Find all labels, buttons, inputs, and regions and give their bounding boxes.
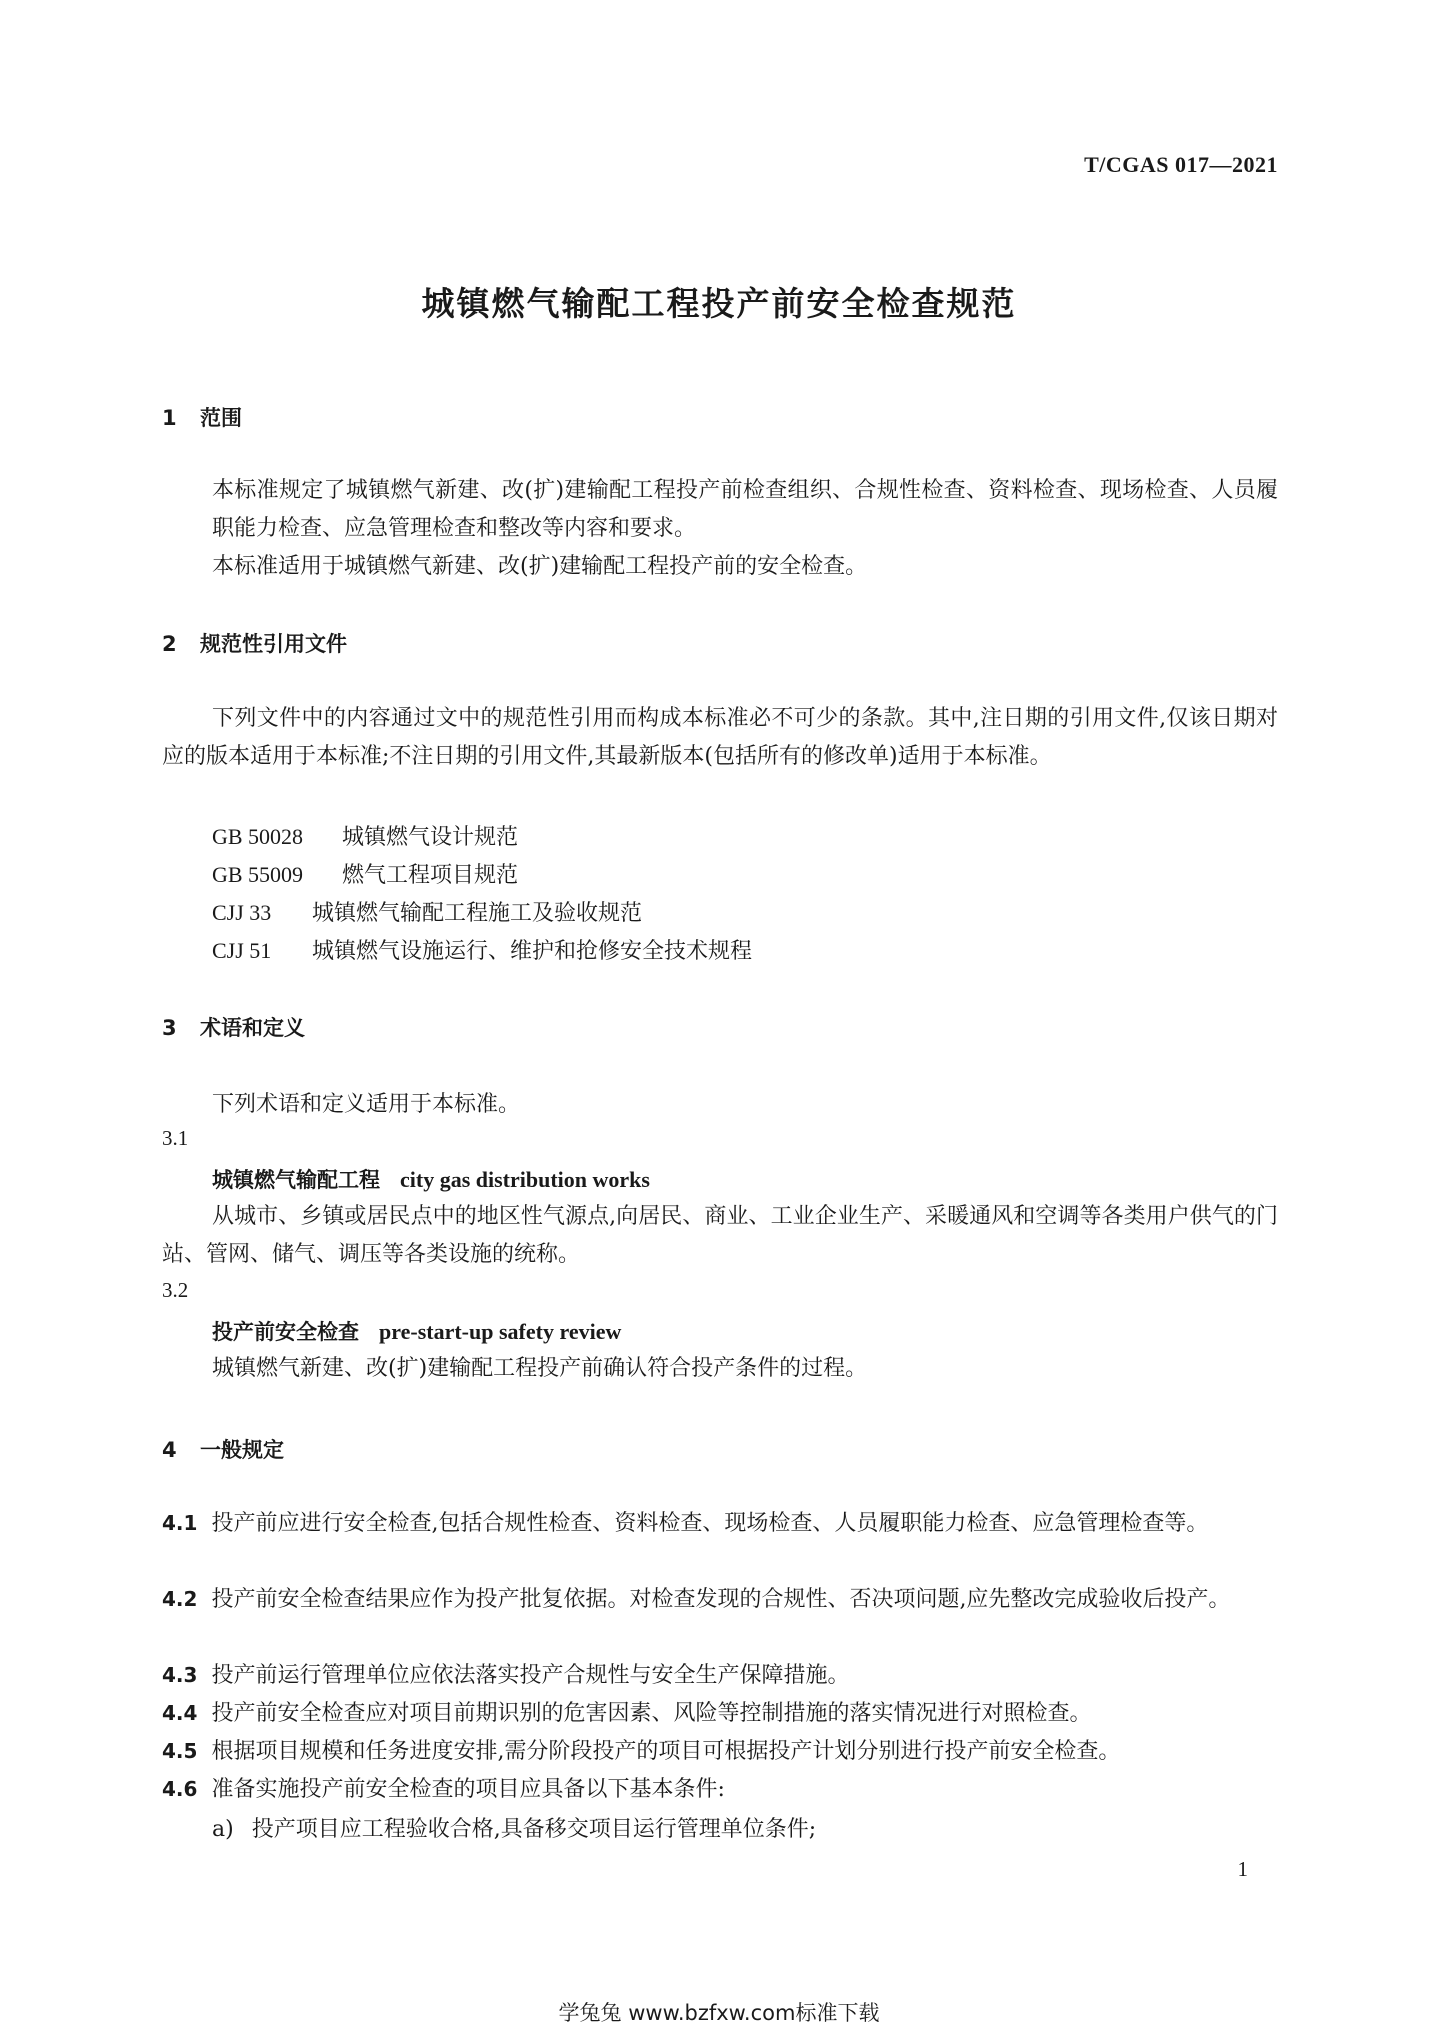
reference-code: GB 55009 [212, 862, 304, 887]
reference-item [212, 858, 518, 889]
para-text: 本标准规定了城镇燃气新建、改(扩)建输配工程投产前检查组织、合规性检查、资料检查、现场检查、人员履职能力检查、应急管理检查和整改等内容和要求。 [212, 478, 1278, 541]
reference-item [212, 820, 518, 851]
clause-text: 投产前运行管理单位应依法落实投产合规性与安全生产保障措施。 [211, 1663, 850, 1688]
section-number: 2 [162, 632, 177, 656]
clause [162, 1580, 1278, 1619]
document-title: 城镇燃气输配工程投产前安全检查规范 [421, 284, 1017, 323]
list-item [212, 1812, 816, 1843]
term-name [212, 1316, 621, 1346]
section-title: 规范性引用文件 [200, 632, 347, 656]
term-name-cn: 城镇燃气输配工程 [212, 1168, 380, 1192]
clause [162, 1504, 1278, 1543]
section-number: 3 [162, 1016, 177, 1040]
clause-number: 4.2 [162, 1587, 198, 1611]
clause-text: 准备实施投产前安全检查的项目应具备以下基本条件: [211, 1777, 725, 1802]
term-definition: 从城市、乡镇或居民点中的地区性气源点,向居民、商业、工业企业生产、采暖通风和空调等各类用户供气的门站、管网、储气、调压等各类设施的统称。 [162, 1204, 1278, 1267]
reference-title: 城镇燃气设施运行、维护和抢修安全技术规程 [312, 939, 753, 964]
section-2-heading [162, 628, 347, 658]
term-name-en: pre-start-up safety review [379, 1319, 622, 1344]
clause-number: 4.5 [162, 1739, 198, 1763]
clause-number: 4.4 [162, 1701, 198, 1725]
term-name-cn: 投产前安全检查 [212, 1320, 359, 1344]
clause-number: 4.1 [162, 1511, 198, 1535]
clause-text: 投产前安全检查结果应作为投产批复依据。对检查发现的合规性、否决项问题,应先整改完成验收后投产。 [211, 1587, 1231, 1612]
reference-title: 燃气工程项目规范 [342, 863, 519, 888]
section-title: 范围 [200, 406, 242, 430]
section-number: 4 [162, 1438, 177, 1462]
section-number: 1 [162, 406, 177, 430]
reference-item [212, 934, 752, 965]
term-name [212, 1164, 650, 1194]
term-number: 3.2 [162, 1278, 189, 1302]
term-number: 3.1 [162, 1126, 189, 1150]
section-3-heading [162, 1012, 305, 1042]
section-3-para-1: 下列术语和定义适用于本标准。 [212, 1092, 521, 1117]
reference-code: CJJ 33 [212, 900, 272, 925]
clause-text: 投产前应进行安全检查,包括合规性检查、资料检查、现场检查、人员履职能力检查、应急管理检查等。 [211, 1511, 1209, 1536]
reference-title: 城镇燃气输配工程施工及验收规范 [312, 901, 643, 926]
section-title: 术语和定义 [200, 1016, 305, 1040]
clause [162, 1656, 1278, 1695]
clause [162, 1694, 1278, 1733]
clause-number: 4.6 [162, 1777, 198, 1801]
term-name-en: city gas distribution works [400, 1167, 650, 1192]
list-item-label: a) [212, 1817, 234, 1842]
section-4-heading [162, 1434, 284, 1464]
reference-item [212, 896, 642, 927]
clause-text: 根据项目规模和任务进度安排,需分阶段投产的项目可根据投产计划分别进行投产前安全检查。 [211, 1739, 1121, 1764]
clause-number: 4.3 [162, 1663, 198, 1687]
page-number: 1 [1237, 1857, 1248, 1881]
list-item-text: 投产项目应工程验收合格,具备移交项目运行管理单位条件; [251, 1817, 817, 1842]
reference-code: CJJ 51 [212, 938, 272, 963]
section-2-para-1: 下列文件中的内容通过文中的规范性引用而构成本标准必不可少的条款。其中,注日期的引用文件,仅该日期对应的版本适用于本标准;不注日期的引用文件,其最新版本(包括所有的修改单)适用于本标准。 [162, 706, 1278, 769]
reference-title: 城镇燃气设计规范 [342, 825, 519, 850]
standard-number: T/CGAS 017—2021 [1084, 152, 1278, 177]
reference-code: GB 50028 [212, 824, 304, 849]
section-1-para-1 [212, 472, 1278, 548]
term-definition: 城镇燃气新建、改(扩)建输配工程投产前确认符合投产条件的过程。 [212, 1356, 868, 1381]
clause [162, 1770, 1278, 1809]
section-title: 一般规定 [200, 1438, 284, 1462]
section-1-heading [162, 402, 242, 432]
section-1-para-2: 本标准适用于城镇燃气新建、改(扩)建输配工程投产前的安全检查。 [212, 554, 868, 579]
clause [162, 1732, 1278, 1771]
footer-watermark: 学兔兔 www.bzfxw.com标准下载 [558, 2001, 880, 2025]
clause-text: 投产前安全检查应对项目前期识别的危害因素、风险等控制措施的落实情况进行对照检查。 [211, 1701, 1092, 1726]
